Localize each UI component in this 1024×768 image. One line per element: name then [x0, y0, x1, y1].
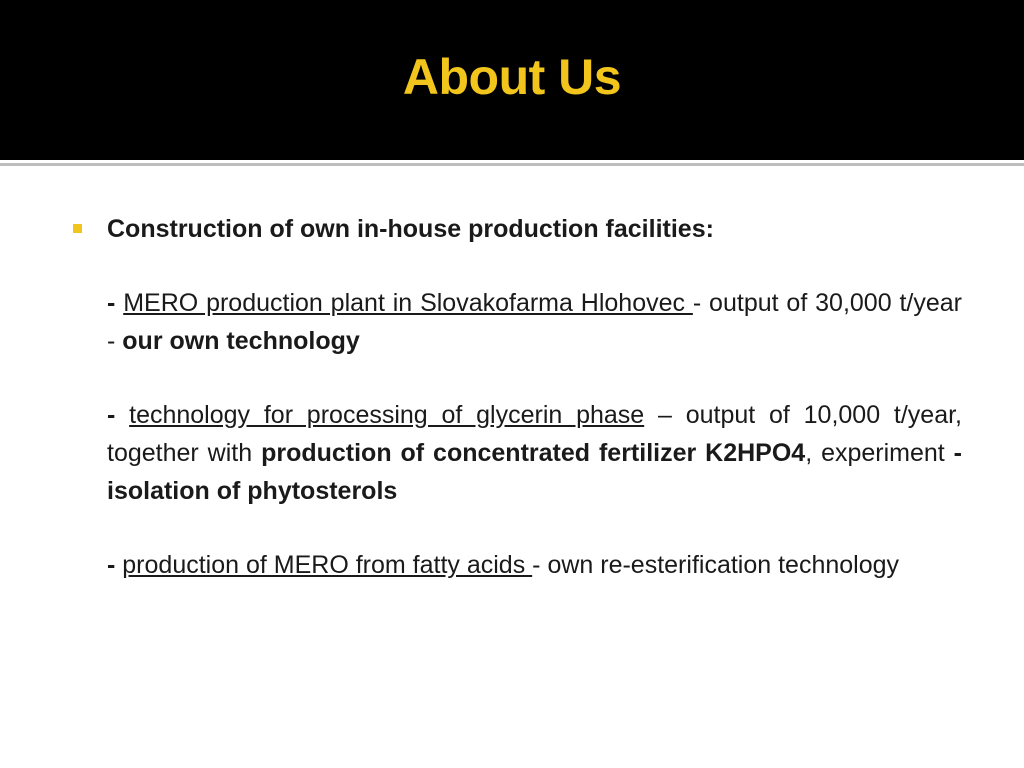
item-bold-2: - isolation of phytosterols: [107, 439, 962, 505]
header-bar: [0, 0, 1024, 160]
item-link: MERO production plant in Slovakofarma Hlohovec: [123, 289, 693, 317]
header-divider: [0, 163, 1024, 166]
list-item-fatty-acids: [107, 546, 962, 584]
item-dash: -: [107, 289, 116, 317]
list-item-mero-plant: [107, 284, 962, 360]
slide-content: [107, 210, 962, 584]
item-bold: our own technology: [122, 327, 360, 355]
list-item-glycerin: [107, 396, 962, 510]
item-bold: production of concentrated fertilizer K2HPO4: [261, 439, 806, 467]
item-text: – output of 10,000 t/year, together with: [107, 401, 962, 467]
item-dash: -: [107, 401, 116, 429]
square-bullet-icon: [73, 224, 82, 233]
bullet-heading: Construction of own in-house production facilities:: [107, 215, 714, 243]
item-text-2: , experiment: [805, 439, 954, 467]
item-dash: -: [107, 551, 116, 579]
item-link: technology for processing of glycerin phase: [129, 401, 645, 429]
item-text: - output of 30,000 t/year -: [107, 289, 962, 355]
slide-title: About Us: [402, 49, 622, 105]
item-text: - own re-esterification technology: [532, 551, 900, 579]
item-link: production of MERO from fatty acids: [122, 551, 533, 579]
